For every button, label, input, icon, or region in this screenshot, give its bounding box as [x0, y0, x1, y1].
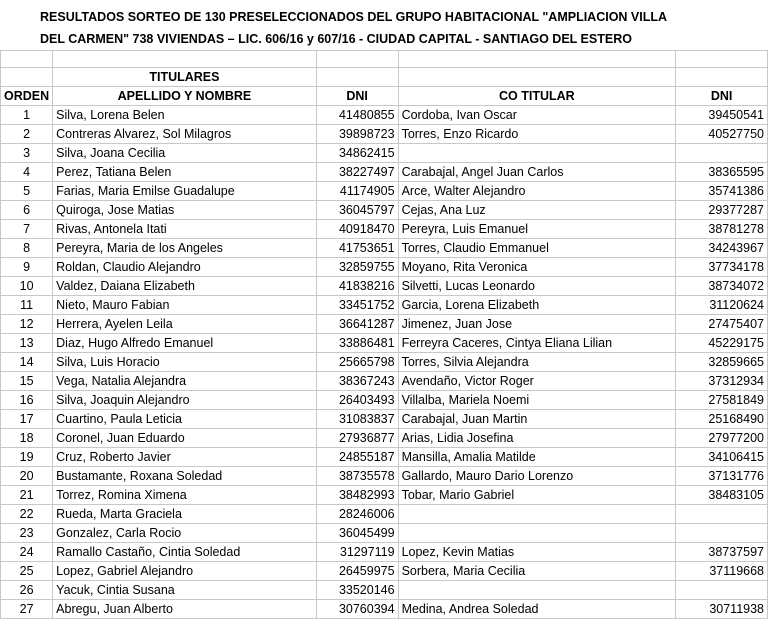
nombre-cell[interactable]: Gonzalez, Carla Rocio [53, 524, 317, 543]
orden-cell[interactable]: 14 [1, 353, 53, 372]
dni-cotitular-cell[interactable]: 40527750 [676, 125, 768, 144]
nombre-cell[interactable]: Contreras Alvarez, Sol Milagros [53, 125, 317, 144]
cotitular-cell[interactable]: Arias, Lidia Josefina [398, 429, 676, 448]
orden-cell[interactable]: 16 [1, 391, 53, 410]
orden-cell[interactable]: 9 [1, 258, 53, 277]
table-row [1, 372, 768, 391]
dni-cotitular-cell[interactable]: 38365595 [676, 163, 768, 182]
dni-cotitular-cell[interactable]: 27581849 [676, 391, 768, 410]
nombre-cell[interactable]: Nieto, Mauro Fabian [53, 296, 317, 315]
nombre-cell[interactable]: Farias, Maria Emilse Guadalupe [53, 182, 317, 201]
cotitular-cell[interactable]: Cejas, Ana Luz [398, 201, 676, 220]
results-table [0, 50, 768, 619]
nombre-cell[interactable]: Quiroga, Jose Matias [53, 201, 317, 220]
cotitular-cell[interactable]: Jimenez, Juan Jose [398, 315, 676, 334]
dni-cell[interactable]: 38227497 [316, 163, 398, 182]
table-row [1, 486, 768, 505]
column-header-row [1, 87, 768, 106]
cell[interactable] [1, 68, 53, 87]
table-row [1, 600, 768, 619]
dni-cell[interactable]: 24855187 [316, 448, 398, 467]
orden-cell[interactable]: 22 [1, 505, 53, 524]
title-line-1-text: RESULTADOS SORTEO DE 130 PRESELECCIONADOS DEL GRUPO HABITACIONAL "AMPLIACION VILLA [40, 10, 668, 24]
dni-cotitular-cell[interactable]: 34243967 [676, 239, 768, 258]
dni-cell[interactable]: 36045797 [316, 201, 398, 220]
table-row [1, 182, 768, 201]
table-row [1, 524, 768, 543]
dni-cell[interactable]: 41174905 [316, 182, 398, 201]
nombre-cell[interactable]: Coronel, Juan Eduardo [53, 429, 317, 448]
dni-cotitular-cell[interactable]: 29377287 [676, 201, 768, 220]
dni-cell[interactable]: 41480855 [316, 106, 398, 125]
orden-cell[interactable]: 26 [1, 581, 53, 600]
cotitular-cell[interactable]: Gallardo, Mauro Dario Lorenzo [398, 467, 676, 486]
cotitular-cell[interactable]: Garcia, Lorena Elizabeth [398, 296, 676, 315]
orden-cell[interactable]: 27 [1, 600, 53, 619]
cotitular-cell[interactable]: Arce, Walter Alejandro [398, 182, 676, 201]
cotitular-cell[interactable]: Torres, Claudio Emmanuel [398, 239, 676, 258]
dni-cell[interactable]: 38735578 [316, 467, 398, 486]
orden-cell[interactable]: 2 [1, 125, 53, 144]
dni-cotitular-cell[interactable]: 38734072 [676, 277, 768, 296]
cell[interactable] [398, 51, 676, 68]
cell[interactable] [53, 51, 317, 68]
table-row [1, 125, 768, 144]
table-row [1, 334, 768, 353]
cotitular-cell[interactable]: Sorbera, Maria Cecilia [398, 562, 676, 581]
dni-cotitular-cell[interactable]: 37119668 [676, 562, 768, 581]
orden-cell[interactable]: 8 [1, 239, 53, 258]
table-row [1, 277, 768, 296]
orden-cell[interactable]: 6 [1, 201, 53, 220]
table-row [1, 106, 768, 125]
nombre-cell[interactable]: Pereyra, Maria de los Angeles [53, 239, 317, 258]
dni-cell[interactable]: 32859755 [316, 258, 398, 277]
dni-cotitular-cell[interactable]: 45229175 [676, 334, 768, 353]
col-header-dni-cotitular[interactable]: DNI [676, 87, 768, 106]
cell[interactable] [1, 51, 53, 68]
dni-cell[interactable]: 39898723 [316, 125, 398, 144]
table-row [1, 448, 768, 467]
table-row [1, 258, 768, 277]
table-row [1, 429, 768, 448]
dni-cotitular-cell[interactable]: 37131776 [676, 467, 768, 486]
nombre-cell[interactable]: Diaz, Hugo Alfredo Emanuel [53, 334, 317, 353]
cotitular-cell[interactable] [398, 581, 676, 600]
dni-cell[interactable]: 36045499 [316, 524, 398, 543]
orden-cell[interactable]: 1 [1, 106, 53, 125]
orden-cell[interactable]: 4 [1, 163, 53, 182]
orden-cell[interactable]: 17 [1, 410, 53, 429]
dni-cotitular-cell[interactable]: 31120624 [676, 296, 768, 315]
dni-cotitular-cell[interactable]: 32859665 [676, 353, 768, 372]
nombre-cell[interactable]: Silva, Lorena Belen [53, 106, 317, 125]
orden-cell[interactable]: 15 [1, 372, 53, 391]
dni-cell[interactable]: 38482993 [316, 486, 398, 505]
nombre-cell[interactable]: Abregu, Juan Alberto [53, 600, 317, 619]
nombre-cell[interactable]: Valdez, Daiana Elizabeth [53, 277, 317, 296]
cell[interactable] [398, 68, 676, 87]
cotitular-cell[interactable]: Torres, Silvia Alejandra [398, 353, 676, 372]
dni-cell[interactable]: 33886481 [316, 334, 398, 353]
cotitular-cell[interactable]: Villalba, Mariela Noemi [398, 391, 676, 410]
orden-cell[interactable]: 19 [1, 448, 53, 467]
nombre-cell[interactable]: Silva, Joana Cecilia [53, 144, 317, 163]
cotitular-cell[interactable] [398, 144, 676, 163]
dni-cell[interactable]: 28246006 [316, 505, 398, 524]
table-row [1, 220, 768, 239]
dni-cell[interactable]: 41753651 [316, 239, 398, 258]
cotitular-cell[interactable]: Torres, Enzo Ricardo [398, 125, 676, 144]
table-row [1, 391, 768, 410]
nombre-cell[interactable]: Cruz, Roberto Javier [53, 448, 317, 467]
cotitular-cell[interactable]: Pereyra, Luis Emanuel [398, 220, 676, 239]
group-label-row [1, 68, 768, 87]
cotitular-cell[interactable]: Lopez, Kevin Matias [398, 543, 676, 562]
table-row [1, 562, 768, 581]
dni-cell[interactable]: 41838216 [316, 277, 398, 296]
table-row [1, 581, 768, 600]
nombre-cell[interactable]: Ramallo Castaño, Cintia Soledad [53, 543, 317, 562]
cotitular-cell[interactable]: Mansilla, Amalia Matilde [398, 448, 676, 467]
dni-cotitular-cell[interactable]: 27475407 [676, 315, 768, 334]
dni-cotitular-cell[interactable]: 25168490 [676, 410, 768, 429]
table-row [1, 353, 768, 372]
cotitular-cell[interactable]: Moyano, Rita Veronica [398, 258, 676, 277]
cotitular-cell[interactable]: Avendaño, Victor Roger [398, 372, 676, 391]
dni-cotitular-cell[interactable] [676, 524, 768, 543]
cotitular-cell[interactable]: Tobar, Mario Gabriel [398, 486, 676, 505]
cotitular-cell[interactable]: Medina, Andrea Soledad [398, 600, 676, 619]
col-header-nombre[interactable]: APELLIDO Y NOMBRE [53, 87, 317, 106]
table-row [1, 410, 768, 429]
dni-cotitular-cell[interactable] [676, 505, 768, 524]
title-line-2 [0, 29, 768, 50]
table-row [1, 296, 768, 315]
table-row [1, 315, 768, 334]
dni-cotitular-cell[interactable]: 38781278 [676, 220, 768, 239]
nombre-cell[interactable]: Bustamante, Roxana Soledad [53, 467, 317, 486]
orden-cell[interactable]: 21 [1, 486, 53, 505]
dni-cotitular-cell[interactable]: 37312934 [676, 372, 768, 391]
cotitular-cell[interactable]: Silvetti, Lucas Leonardo [398, 277, 676, 296]
orden-cell[interactable]: 11 [1, 296, 53, 315]
nombre-cell[interactable]: Torrez, Romina Ximena [53, 486, 317, 505]
col-header-orden[interactable]: ORDEN [1, 87, 53, 106]
dni-cotitular-cell[interactable]: 27977200 [676, 429, 768, 448]
dni-cell[interactable]: 33520146 [316, 581, 398, 600]
cell[interactable] [676, 51, 768, 68]
table-row [1, 144, 768, 163]
nombre-cell[interactable]: Rivas, Antonela Itati [53, 220, 317, 239]
title-line-1 [0, 7, 768, 28]
orden-cell[interactable]: 20 [1, 467, 53, 486]
dni-cell[interactable]: 26459975 [316, 562, 398, 581]
orden-cell[interactable]: 25 [1, 562, 53, 581]
dni-cell[interactable]: 40918470 [316, 220, 398, 239]
cell[interactable] [676, 68, 768, 87]
table-row [1, 467, 768, 486]
orden-cell[interactable]: 24 [1, 543, 53, 562]
orden-cell[interactable]: 18 [1, 429, 53, 448]
table-row [1, 201, 768, 220]
nombre-cell[interactable]: Perez, Tatiana Belen [53, 163, 317, 182]
dni-cell[interactable]: 33451752 [316, 296, 398, 315]
cell[interactable] [316, 51, 398, 68]
dni-cotitular-cell[interactable]: 34106415 [676, 448, 768, 467]
dni-cell[interactable]: 34862415 [316, 144, 398, 163]
dni-cotitular-cell[interactable]: 30711938 [676, 600, 768, 619]
nombre-cell[interactable]: Vega, Natalia Alejandra [53, 372, 317, 391]
dni-cotitular-cell[interactable] [676, 144, 768, 163]
col-header-dni[interactable]: DNI [316, 87, 398, 106]
orden-cell[interactable]: 3 [1, 144, 53, 163]
table-row [1, 163, 768, 182]
orden-cell[interactable]: 10 [1, 277, 53, 296]
dni-cell[interactable]: 31297119 [316, 543, 398, 562]
dni-cotitular-cell[interactable]: 38737597 [676, 543, 768, 562]
dni-cell[interactable]: 25665798 [316, 353, 398, 372]
dni-cotitular-cell[interactable]: 38483105 [676, 486, 768, 505]
nombre-cell[interactable]: Roldan, Claudio Alejandro [53, 258, 317, 277]
nombre-cell[interactable]: Silva, Joaquin Alejandro [53, 391, 317, 410]
dni-cell[interactable]: 27936877 [316, 429, 398, 448]
nombre-cell[interactable]: Lopez, Gabriel Alejandro [53, 562, 317, 581]
nombre-cell[interactable]: Rueda, Marta Graciela [53, 505, 317, 524]
dni-cotitular-cell[interactable]: 35741386 [676, 182, 768, 201]
nombre-cell[interactable]: Cuartino, Paula Leticia [53, 410, 317, 429]
cotitular-cell[interactable]: Cordoba, Ivan Oscar [398, 106, 676, 125]
table-row [1, 505, 768, 524]
title-line-2-text: DEL CARMEN" 738 VIVIENDAS – LIC. 606/16 y 607/16 - CIUDAD CAPITAL - SANTIAGO DEL ESTERO [40, 32, 632, 46]
dni-cell[interactable]: 36641287 [316, 315, 398, 334]
dni-cell[interactable]: 26403493 [316, 391, 398, 410]
orden-cell[interactable]: 13 [1, 334, 53, 353]
nombre-cell[interactable]: Herrera, Ayelen Leila [53, 315, 317, 334]
cotitular-cell[interactable]: Carabajal, Angel Juan Carlos [398, 163, 676, 182]
dni-cell[interactable]: 31083837 [316, 410, 398, 429]
orden-cell[interactable]: 12 [1, 315, 53, 334]
empty-row [1, 51, 768, 68]
cotitular-cell[interactable]: Carabajal, Juan Martin [398, 410, 676, 429]
dni-cotitular-cell[interactable]: 39450541 [676, 106, 768, 125]
dni-cell[interactable]: 38367243 [316, 372, 398, 391]
dni-cotitular-cell[interactable]: 37734178 [676, 258, 768, 277]
orden-cell[interactable]: 5 [1, 182, 53, 201]
col-header-cotitular[interactable]: CO TITULAR [398, 87, 676, 106]
cotitular-cell[interactable] [398, 505, 676, 524]
nombre-cell[interactable]: Silva, Luis Horacio [53, 353, 317, 372]
cell[interactable] [316, 68, 398, 87]
group-label[interactable]: TITULARES [53, 68, 317, 87]
nombre-cell[interactable]: Yacuk, Cintia Susana [53, 581, 317, 600]
table-row [1, 543, 768, 562]
cotitular-cell[interactable] [398, 524, 676, 543]
orden-cell[interactable]: 23 [1, 524, 53, 543]
dni-cell[interactable]: 30760394 [316, 600, 398, 619]
table-row [1, 239, 768, 258]
dni-cotitular-cell[interactable] [676, 581, 768, 600]
cotitular-cell[interactable]: Ferreyra Caceres, Cintya Eliana Lilian [398, 334, 676, 353]
orden-cell[interactable]: 7 [1, 220, 53, 239]
